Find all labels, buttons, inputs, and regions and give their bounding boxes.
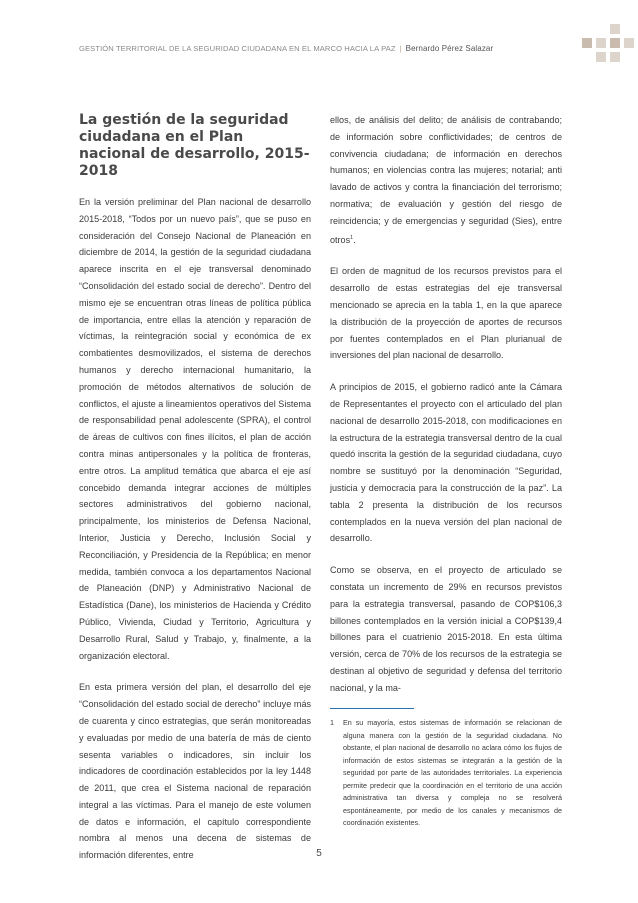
corner-square [596,38,606,48]
body-paragraph: El orden de magnitud de los recursos previstos para el desarrollo de estas estrategias del eje transversal mencionado se aprecia en la tabla 1, en la que aparece la distribución de la proyección de aportes de recursos por fuentes contemplados en el Plan plurianual de inversiones del plan nacional de desarrollo. [330,266,562,361]
body-paragraph: A principios de 2015, el gobierno radicó ante la Cámara de Representantes el proyecto con el articulado del plan nacional de desarrollo 2015-2018, con modificaciones en la estructura de la estrategia transversal dentro de la cual quedó inscrita la gestión de la seguridad ciudadana, cuyo nombre se sustituyó por la denominación “Seguridad, justicia y democracia para la construcción de la paz”. La tabla 2 presenta la distribución de los recursos contemplados en la nueva versión del plan nacional de desarrollo. [330,382,562,544]
footnote-rule [330,708,414,709]
page-number: 5 [316,848,322,859]
corner-square [610,52,620,62]
body-paragraph: Como se observa, en el proyecto de articulado se constata un incremento de 29% en recursos previstos para la estrategia transversal, pasando de COP$106,3 billones contemplados en la versión inicial a COP$139,4 billones para el cuatrienio 2015-2018. En esta última versión, cerca de 70% de los recursos de la estrategia se destinan al objetivo de seguridad y defensa del territorio nacional, y la ma- [330,565,562,693]
corner-square [624,38,634,48]
decorative-corner-squares [558,0,638,90]
body-paragraph: En esta primera versión del plan, el desarrollo del eje “Consolidación del estado social de derecho” incluye más de cuarenta y cinco estrategias, que serán monitoreadas y evaluadas por medio de una batería de más de ciento sesenta variables o indicadores, sin incluir los indicadores de coordinación establecidos por la ley 1448 de 2011, que crea el Sistema nacional de reparación integral a las víctimas. Para el manejo de este volumen de datos e información, el capítulo correspondiente nombra al menos una decena de sistemas de información diferentes, entre [79,682,311,861]
section-title: La gestión de la seguridad ciudadana en el Plan nacional de desarrollo, 2015-2018 [79,112,310,179]
body-paragraph: En la versión preliminar del Plan nacional de desarrollo 2015-2018, “Todos por un nuevo país”, que se puso en consideración del Consejo Nacional de Planeación en diciembre de 2014, la gestión de la seguridad ciudadana aparece inscrita en el eje transversal denominado “Consolidación del estado social de derecho”. Dentro del mismo eje se encuentran otras líneas de política pública de importancia, entre ellas la atención y reparación de víctimas, la reintegración social y económica de ex combatientes desmovilizados, el sistema de derechos humanos y derecho internacional humanitario, la promoción de métodos alternativos de solución de conflictos, el ajuste a lineamientos operativos del Sistema de responsabilidad penal adolescente (SPRA), el control de áreas de cultivos con fines ilícitos, el plan de acción contra minas antipersonales y la política de fronteras, entre otros. La amplitud temática que abarca el eje así concebido demanda integrar acciones de múltiples sectores administrativos del gobierno nacional, principalmente, los ministerios de Defensa Nacional, Interior, Justicia y Derecho, Inclusión Social y Reconciliación, y Presidencia de la República; en menor medida, también convoca a los departamentos Nacional de Planeación (DNP) y Administrativo Nacional de Estadística (Dane), los ministerios de Hacienda y Crédito Público, Vivienda, Ciudad y Territorio, Agricultura y Desarrollo Rural, Salud y Trabajo, y, finalmente, a la organización electoral. [79,197,311,661]
right-column [330,112,562,712]
footnote-reference[interactable]: 1 [350,234,354,241]
corner-square [596,52,606,62]
corner-square [610,38,620,48]
running-header [79,44,539,60]
corner-square [610,24,620,34]
left-column [79,112,311,879]
body-paragraph [330,112,562,248]
footnote-text: En su mayoría, estos sistemas de información se relacionan de alguna manera con la gestión de la seguridad ciudadana. No obstante, el plan nacional de desarrollo no aclara cómo los flujos de información de estos sistemas se integrarán a la gestión de la seguridad por parte de las autoridades territoriales. La experiencia permite predecir que la coordinación en el territorio de una acción administrativa tan diversa y compleja no se resolverá espontáneamente, por medio de los canales y mecanismos de coordinación existentes. [343,718,562,827]
header-author: Bernardo Pérez Salazar [405,44,494,53]
header-separator: | [399,44,402,53]
footnote-number: 1 [330,718,334,727]
footnote [330,717,562,830]
corner-square [582,38,592,48]
running-title: GESTIÓN TERRITORIAL DE LA SEGURIDAD CIUDADANA EN EL MARCO HACIA LA PAZ [79,44,396,53]
paragraph-end: . [353,234,356,245]
paragraph-text: ellos, de análisis del delito; de análisis de contrabando; de información sobre conflictividades; de centros de convivencia ciudadana; de información en derechos humanos; en violencias contra las mujeres; notarial; anti lavado de activos y contra la financiación del terrorismo; normativa; de evaluación y gestión del riesgo de reincidencia; y de emergencias y seguridad (Sies), entre otros [330,115,562,245]
